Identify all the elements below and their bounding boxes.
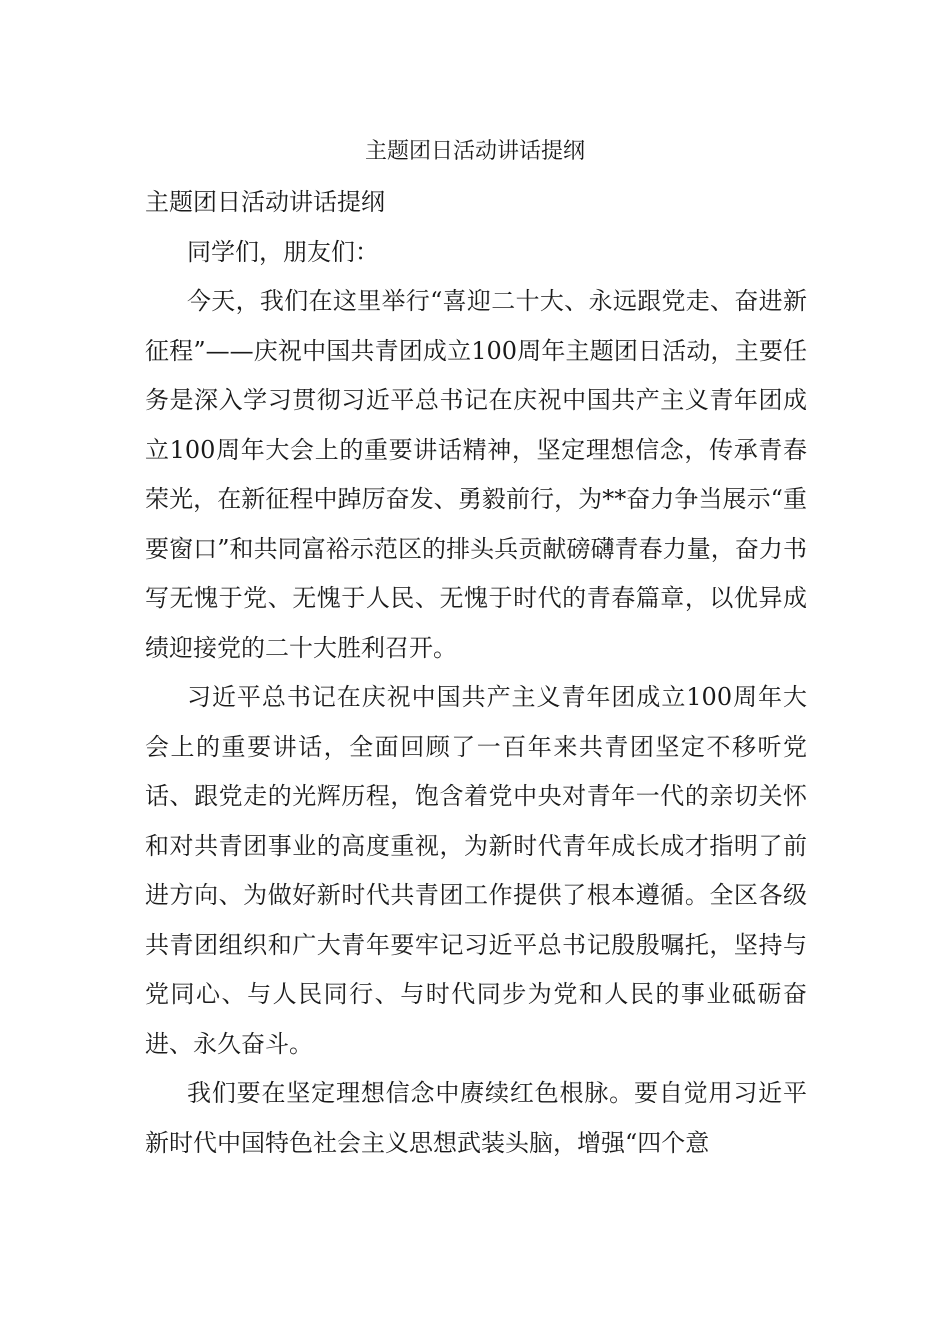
body-paragraph: 我们要在坚定理想信念中赓续红色根脉。要自觉用习近平新时代中国特色社会主义思想武装头脑，增强“四个意 [145, 1079, 807, 1157]
document-body [145, 178, 807, 1168]
body-paragraph: 今天，我们在这里举行“喜迎二十大、永远跟党走、奋进新征程”——庆祝中国共青团成立100周年主题团日活动，主要任务是深入学习贯彻习近平总书记在庆祝中国共产主义青年团成立100周年大会上的重要讲话精神，坚定理想信念，传承青春荣光，在新征程中踔厉奋发、勇毅前行，为**奋力争当展示“重要窗口”和共同富裕示范区的排头兵贡献磅礴青春力量，奋力书写无愧于党、无愧于人民、无愧于时代的青春篇章，以优异成绩迎接党的二十大胜利召开。 [145, 287, 807, 662]
salutation-paragraph: 同学们，朋友们： [187, 237, 379, 266]
body-paragraph: 习近平总书记在庆祝中国共产主义青年团成立100周年大会上的重要讲话，全面回顾了一百年来共青团坚定不移听党话、跟党走的光辉历程，饱含着党中央对青年一代的亲切关怀和对共青团事业的高度重视，为新时代青年成长成才指明了前进方向、为做好新时代共青团工作提供了根本遵循。全区各级共青团组织和广大青年要牢记习近平总书记殷殷嘱托，坚持与党同心、与人民同行、与时代同步为党和人民的事业砥砺奋进、永久奋斗。 [145, 683, 807, 1058]
document-title: 主题团日活动讲话提纲 [364, 139, 585, 164]
subtitle-paragraph: 主题团日活动讲话提纲 [145, 188, 385, 216]
